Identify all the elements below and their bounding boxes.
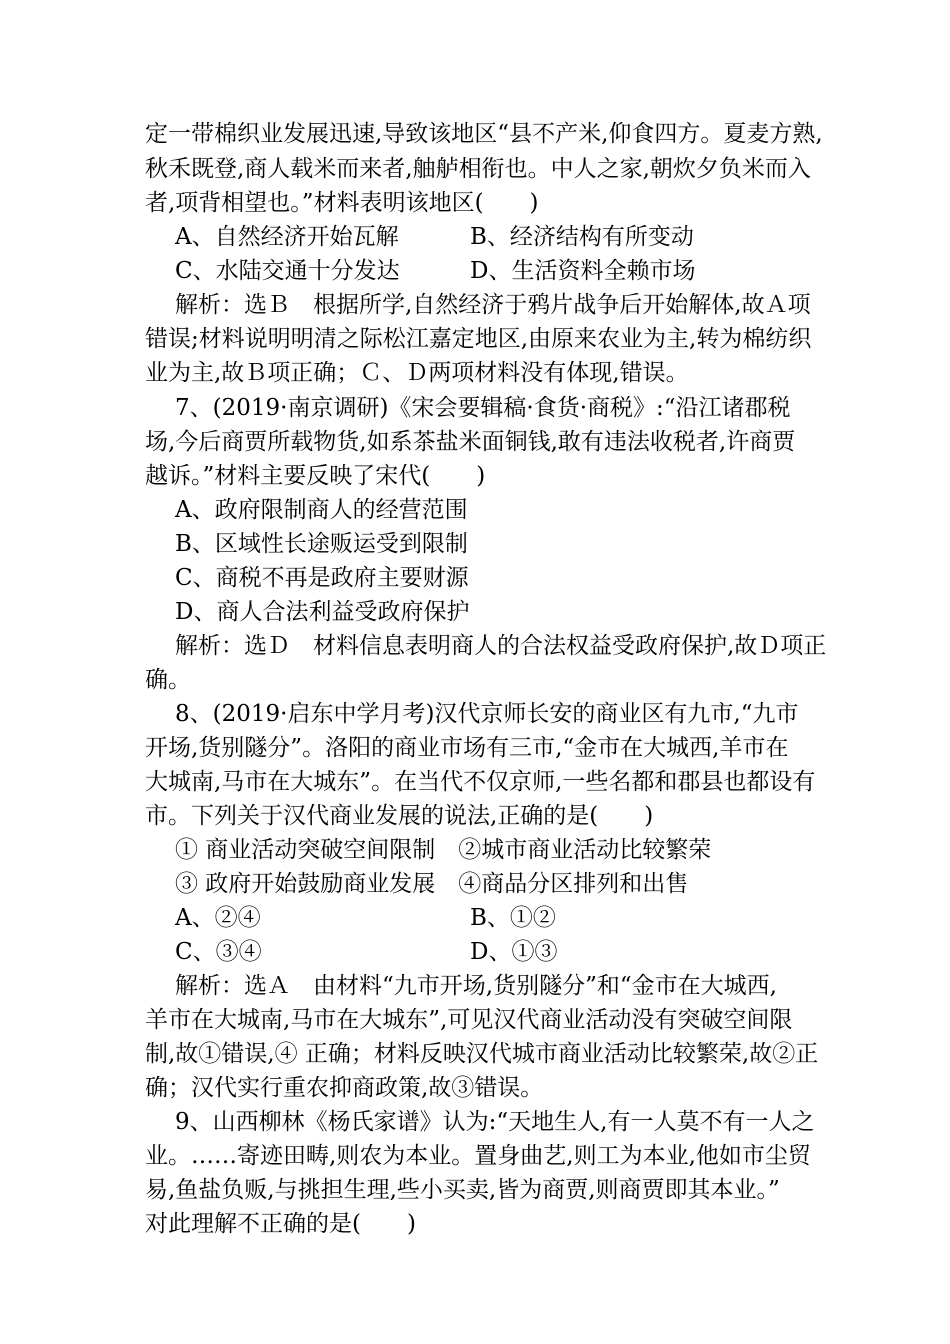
q8-option-c: C、③④ <box>175 939 262 965</box>
q8-stem-line-4: 市。下列关于汉代商业发展的说法,正确的是( ) <box>145 803 654 829</box>
q7-stem-line-3: 越诉。”材料主要反映了宋代( ) <box>145 463 486 489</box>
q8-stem-line-1: 8、(2019·启东中学月考)汉代京师长安的商业区有九市,“九市 <box>175 701 799 727</box>
q8-analysis-line-2: 羊市在大城南,马市在大城东”,可见汉代商业活动没有突破空间限 <box>145 1007 793 1033</box>
q6-analysis-line-2: 错误;材料说明明清之际松江嘉定地区,由原来农业为主,转为棉纺织 <box>145 326 812 352</box>
q6-stem-line-3: 者,项背相望也。”材料表明该地区( ) <box>145 190 539 216</box>
q7-option-b: B、区域性长途贩运受到限制 <box>175 531 468 557</box>
q8-option-b: B、①② <box>470 905 556 931</box>
q8-analysis-line-3: 制,故①错误,④ 正确；材料反映汉代城市商业活动比较繁荣,故②正 <box>145 1041 819 1067</box>
q6-stem-line-1: 定一带棉织业发展迅速,导致该地区“县不产米,仰食四方。夏麦方熟, <box>145 121 823 147</box>
q8-analysis-line-1: 解析：选Ａ 由材料“九市开场,货别隧分”和“金市在大城西, <box>175 973 777 999</box>
q8-options-row-1 <box>175 902 855 935</box>
q6-option-c: C、水陆交通十分发达 <box>175 258 400 284</box>
q9-stem-line-1: 9、山西柳林《杨氏家谱》认为:“天地生人,有一人莫不有一人之 <box>175 1109 815 1135</box>
q6-options-row-1 <box>175 221 855 254</box>
q8-options-row-2 <box>175 936 855 969</box>
q7-option-c: C、商税不再是政府主要财源 <box>175 565 469 591</box>
q6-options-row-2 <box>175 255 855 288</box>
q8-statements-row-1: ① 商业活动突破空间限制 ②城市商业活动比较繁荣 <box>175 837 712 863</box>
q7-stem-line-1: 7、(2019·南京调研)《宋会要辑稿·食货·商税》:“沿江诸郡税 <box>175 395 791 421</box>
q7-option-a: A、政府限制商人的经营范围 <box>175 497 468 523</box>
q8-statements-row-2: ③ 政府开始鼓励商业发展 ④商品分区排列和出售 <box>175 871 689 897</box>
q6-analysis-line-1: 解析：选Ｂ 根据所学,自然经济于鸦片战争后开始解体,故Ａ项 <box>175 292 811 318</box>
q7-analysis-line-1: 解析：选Ｄ 材料信息表明商人的合法权益受政府保护,故Ｄ项正 <box>175 633 827 659</box>
q8-stem-line-2: 开场,货别隧分”。洛阳的商业市场有三市,“金市在大城西,羊市在 <box>145 735 789 761</box>
q6-option-d: D、生活资料全赖市场 <box>470 258 696 284</box>
q6-stem-line-2: 秋禾既登,商人载米而来者,舳舻相衔也。中人之家,朝炊夕负米而入 <box>145 156 811 182</box>
q6-option-b: B、经济结构有所变动 <box>470 224 694 250</box>
q8-option-a: A、②④ <box>175 905 261 931</box>
q9-stem-line-3: 易,鱼盐负贩,与挑担生理,些小买卖,皆为商贾,则商贾即其本业。” <box>145 1177 780 1203</box>
q7-option-d: D、商人合法利益受政府保护 <box>175 599 470 625</box>
q8-analysis-line-4: 确；汉代实行重农抑商政策,故③错误。 <box>145 1075 544 1101</box>
q7-stem-line-2: 场,今后商贾所载物货,如系茶盐米面铜钱,敢有违法收税者,许商贾 <box>145 429 796 455</box>
q9-stem-line-2: 业。……寄迹田畴,则农为本业。置身曲艺,则工为本业,他如市尘贸 <box>145 1143 811 1169</box>
q9-stem-line-4: 对此理解不正确的是( ) <box>145 1211 416 1237</box>
q8-option-d: D、①③ <box>470 939 558 965</box>
q6-analysis-line-3: 业为主,故Ｂ项正确；Ｃ、Ｄ两项材料没有体现,错误。 <box>145 360 689 386</box>
q8-stem-line-3: 大城南,马市在大城东”。在当代不仅京师,一些名都和郡县也都设有 <box>145 769 816 795</box>
q6-option-a: A、自然经济开始瓦解 <box>175 224 399 250</box>
q7-analysis-line-2: 确。 <box>145 667 191 693</box>
